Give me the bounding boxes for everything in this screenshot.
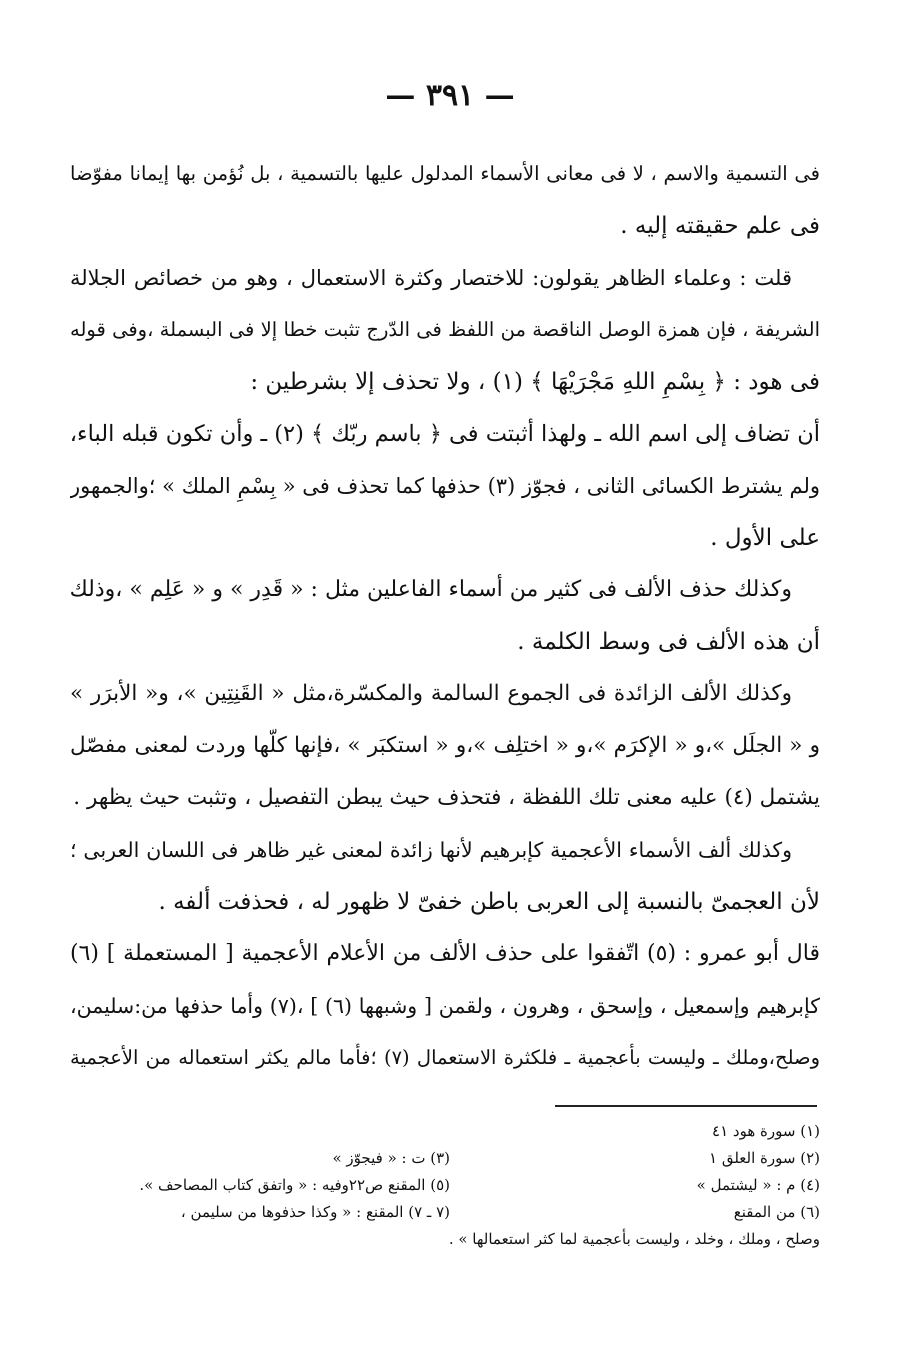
body-line-4: الشريفة ، فإن همزة الوصل الناقصة من اللفظ فى الدّرج تثبت خطا إلا فى البسملة ،وفى قوله <box>70 318 820 341</box>
footnote-row <box>80 1226 820 1253</box>
body-line-15: لأن العجمىّ بالنسبة إلى العربى باطن خفىّ لا ظهور له ، فحذفت ألفه . <box>158 889 820 915</box>
body-line-3: قلت : وعلماء الظاهر يقولون: للاختصار وكثرة الاستعمال ، وهو من خصائص الجلالة <box>70 266 792 290</box>
footnote-3: (٣) ت : « فيجوّز » <box>332 1149 450 1167</box>
footnote-1: (١) سورة هود ٤١ <box>712 1122 820 1140</box>
footnote-empty <box>80 1118 510 1145</box>
body-line-10: أن هذه الألف فى وسط الكلمة . <box>517 629 820 655</box>
footnote-2: (٢) سورة العلق ١ <box>708 1149 820 1167</box>
body-line-16: قال أبو عمرو : (٥) اتّفقوا على حذف الألف من الأعلام الأعجمية [ المستعملة ] (٦) <box>70 941 820 966</box>
body-line-2: فى علم حقيقته إليه . <box>620 213 820 239</box>
body-line-6: أن تضاف إلى اسم الله ـ ولهذا أثبتت فى ﴿ باسم ربّك ﴾ (٢) ـ وأن تكون قبله الباء، <box>70 421 820 447</box>
body-line-1: فى التسمية والاسم ، لا فى معانى الأسماء المدلول عليها بالتسمية ، بل نُؤمن بها إيمانا مفوّضا <box>70 162 820 185</box>
footnote-4: (٤) م : « ليشتمل » <box>696 1176 820 1194</box>
footnote-5: (٥) المقنع ص٢٢وفيه : « واتفق كتاب المصاحف ». <box>139 1176 450 1194</box>
footnote-row <box>80 1145 820 1172</box>
footnote-6: (٦) من المقنع <box>733 1203 820 1221</box>
footnote-row <box>80 1118 820 1145</box>
footnotes <box>80 1118 820 1253</box>
footnote-row <box>80 1172 820 1199</box>
footnote-7-continued: وصلح ، وملك ، وخلد ، وليست بأعجمية لما كثر استعمالها » . <box>448 1230 820 1248</box>
body-line-13: يشتمل (٤) عليه معنى تلك اللفظة ، فتحذف حيث يبطن التفصيل ، وتثبت حيث يظهر . <box>73 785 820 810</box>
page-number: — ٣٩١ — <box>385 78 515 113</box>
body-line-9: وكذلك حذف الألف فى كثير من أسماء الفاعلين مثل : « قَدِر » و « عَلِم » ،وذلك <box>70 577 792 602</box>
body-line-8: على الأول . <box>710 525 820 551</box>
body-line-17: كإبرهيم وإسمعيل ، وإسحق ، وهرون ، ولقمن [ وشبهها (٦) ] ،(٧) وأما حذفها من:سليمن، <box>70 994 820 1018</box>
footnote-divider <box>555 1105 817 1107</box>
body-line-5: فى هود : ﴿ بِسْمِ اللهِ مَجْرَيْهَا ﴾ (١) ، ولا تحذف إلا بشرطين : <box>250 369 820 395</box>
footnote-7: (٧ ـ ٧) المقنع : « وكذا حذفوها من سليمن ، <box>180 1203 450 1221</box>
footnote-row <box>80 1199 820 1226</box>
body-line-7: ولم يشترط الكسائى الثانى ، فجوّز (٣) حذفها كما تحذف فى « بِسْمِ الملك » ؛والجمهور <box>70 474 820 498</box>
body-line-11: وكذلك الألف الزائدة فى الجموع السالمة والمكسّرة،مثل « القَنِتِين »، و« الأبرَر » <box>70 681 792 706</box>
body-line-18: وصلح،وملك ـ وليست بأعجمية ـ فلكثرة الاستعمال (٧) ؛فأما مالم يكثر استعماله من الأعجمية <box>70 1046 820 1069</box>
body-line-12: و « الجلَل »،و « الإكرَم »،و « اختلِف »،و « استكبَر » ،فإنها كلّها وردت لمعنى مفصّل <box>70 733 820 758</box>
body-line-14: وكذلك ألف الأسماء الأعجمية كإبرهيم لأنها زائدة لمعنى غير ظاهر فى اللسان العربى ؛ <box>70 838 792 862</box>
body-text <box>70 148 820 1084</box>
